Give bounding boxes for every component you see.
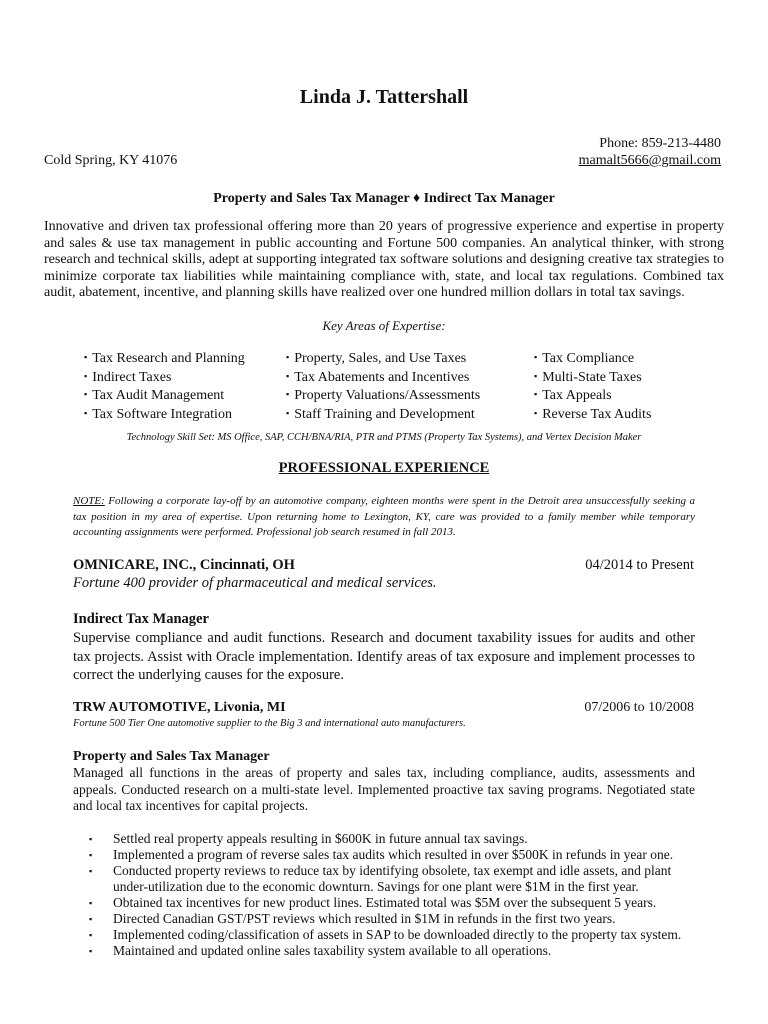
bullet-icon: ▪ (534, 389, 538, 399)
list-item: ▪ Obtained tax incentives for new product lines. Estimated total was $5M over the subsequent 5 years. (89, 895, 657, 910)
expertise-item: ▪ Tax Appeals (534, 388, 612, 403)
expertise-item: ▪ Staff Training and Development (286, 406, 475, 422)
job-title: Indirect Tax Manager (73, 611, 209, 627)
job-company: OMNICARE, INC., Cincinnati, OH (73, 557, 295, 573)
expertise-column-2 (286, 349, 480, 423)
list-item: ▪ Maintained and updated online sales taxability system available to all operations. (89, 943, 552, 958)
section-title-experience: PROFESSIONAL EXPERIENCE (278, 460, 490, 476)
bullet-icon: ▪ (89, 834, 93, 844)
bullet-icon: ▪ (89, 850, 93, 860)
list-item: ▪ Settled real property appeals resulting in $600K in future annual tax savings. (89, 831, 528, 846)
phone-number: Phone: 859-213-4480 (599, 136, 721, 151)
expertise-title: Key Areas of Expertise: (322, 318, 446, 333)
expertise-item: ▪ Indirect Taxes (84, 369, 172, 385)
candidate-name: Linda J. Tattershall (299, 86, 469, 108)
bullet-icon: ▪ (286, 370, 290, 381)
bullet-icon: ▪ (286, 407, 290, 418)
expertise-item: ▪ Tax Audit Management (84, 388, 225, 403)
list-item: ▪ Conducted property reviews to reduce tax by identifying obsolete, tax exempt and idle assets, and plant under-utilization due to the economic downturn. Savings for one plant were $1M in the first year. (89, 863, 672, 894)
bullet-icon: ▪ (84, 407, 88, 418)
job-dates: 04/2014 to Present (585, 557, 694, 573)
bullet-icon: ▪ (534, 407, 538, 418)
bullet-icon: ▪ (84, 352, 88, 362)
expertise-item: ▪ Reverse Tax Audits (534, 406, 652, 422)
job-title: Property and Sales Tax Manager (73, 749, 270, 764)
expertise-item: ▪ Tax Research and Planning (84, 351, 245, 366)
expertise-column-3 (534, 349, 651, 423)
bullet-icon: ▪ (89, 914, 93, 924)
bullet-icon: ▪ (89, 930, 93, 940)
list-item: ▪ Implemented a program of reverse sales tax audits which resulted in over $500K in refunds in year one. (89, 847, 674, 862)
list-item: ▪ Directed Canadian GST/PST reviews which resulted in $1M in refunds in the first two years. (89, 911, 616, 926)
expertise-item: ▪ Property Valuations/Assessments (286, 388, 481, 403)
email-link[interactable]: mamalt5666@gmail.com (578, 153, 721, 168)
note-label: NOTE: (73, 495, 105, 507)
bullet-icon: ▪ (286, 352, 290, 362)
employment-gap-note (73, 494, 695, 541)
expertise-column-1 (84, 349, 245, 423)
location: Cold Spring, KY 41076 (44, 153, 178, 168)
bullet-icon: ▪ (286, 389, 290, 399)
list-item: ▪ Implemented coding/classification of assets in SAP to be downloaded directly to the property tax system. (89, 927, 682, 942)
bullet-icon: ▪ (89, 946, 93, 956)
job-summary: Supervise compliance and audit functions. Research and document taxability issues for audits and other tax projects. Assist with Oracle implementation. Identify areas of tax exposure and implement processes to correct the underlying causes for the exposure. (73, 630, 695, 683)
expertise-item: ▪ Tax Software Integration (84, 406, 232, 422)
summary-paragraph: Innovative and driven tax professional offering more than 20 years of progressive experience and expertise in property and sales & use tax management in public accounting and Fortune 500 companies. An analytical thinker, with strong research and technical skills, adept at supporting integrated tax software solutions and designing creative tax strategies to minimize corporate tax liabilities while maintaining compliance with, state, and local tax regulations. Combined tax audit, abatement, incentive, and planning skills have realized over one hundred million dollars in total tax savings. (44, 219, 724, 300)
achievement-list (89, 831, 709, 959)
job-summary: Managed all functions in the areas of property and sales tax, including compliance, audits, assessments and appeals. Conducted research on a multi-state level. Implemented proactive tax saving programs. Negotiated state and local tax incentives for capital projects. (73, 765, 695, 813)
expertise-item: ▪ Tax Abatements and Incentives (286, 369, 470, 385)
bullet-icon: ▪ (84, 389, 88, 399)
expertise-item: ▪ Tax Compliance (534, 351, 635, 366)
expertise-item: ▪ Property, Sales, and Use Taxes (286, 351, 467, 366)
job-company: TRW AUTOMOTIVE, Livonia, MI (73, 700, 286, 715)
job-company-description: Fortune 500 Tier One automotive supplier to the Big 3 and international auto manufacturers. (73, 718, 466, 729)
headline: Property and Sales Tax Manager ♦ Indirect Tax Manager (213, 191, 555, 206)
bullet-icon: ▪ (534, 352, 538, 362)
bullet-icon: ▪ (89, 898, 93, 908)
note-text: Following a corporate lay-off by an automotive company, eighteen months were spent in the Detroit area unsuccessfully seeking a tax position in my area of expertise. Upon returning home to Lexington, KY, care was provided to a family member while temporary accounting assignments were performed. Professional job search resumed in fall 2013. (73, 495, 695, 538)
job-company-description: Fortune 400 provider of pharmaceutical and medical services. (73, 575, 437, 591)
technology-skills: Technology Skill Set: MS Office, SAP, CCH/BNA/RIA, PTR and PTMS (Property Tax Systems), and Vertex Decision Maker (126, 432, 642, 443)
expertise-item: ▪ Multi-State Taxes (534, 369, 642, 385)
bullet-icon: ▪ (534, 370, 538, 381)
job-dates: 07/2006 to 10/2008 (584, 700, 694, 715)
bullet-icon: ▪ (89, 866, 93, 876)
bullet-icon: ▪ (84, 370, 88, 381)
